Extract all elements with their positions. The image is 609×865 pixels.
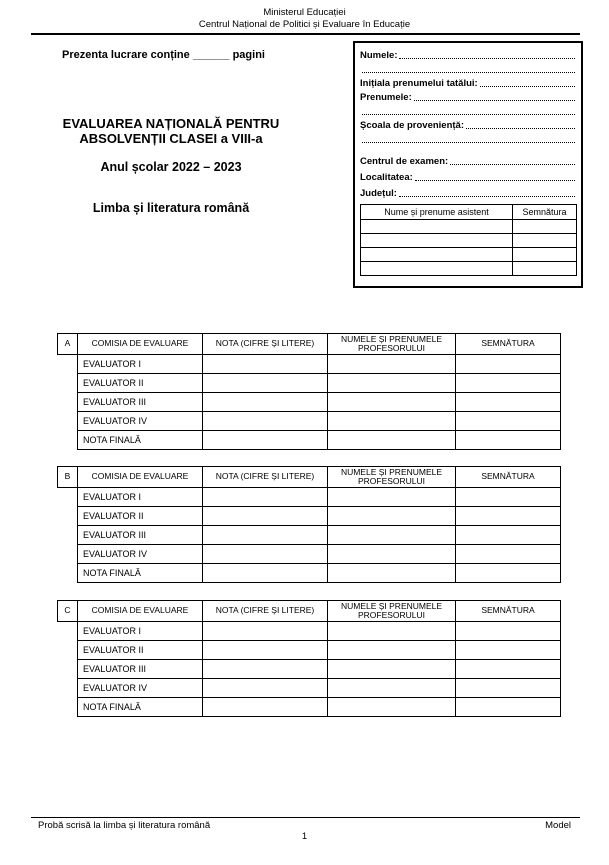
empty-cell: [455, 430, 561, 450]
national-center-name: Centrul Național de Politici și Evaluare în Educație: [198, 19, 411, 30]
column-header: COMISIA DE EVALUARE: [77, 600, 203, 622]
empty-cell: [202, 430, 328, 450]
empty-cell: [327, 392, 456, 412]
empty-cell: [202, 678, 328, 698]
ministry-name: Ministerul Educației: [263, 7, 346, 18]
empty-cell: [327, 506, 456, 526]
document-header: [0, 7, 609, 31]
dotted-leader: [362, 114, 575, 115]
page-number: 1: [301, 831, 308, 842]
empty-cell: [327, 354, 456, 374]
assistant-name-header: Nume și prenume asistent: [361, 205, 513, 220]
empty-cell: [455, 678, 561, 698]
empty-cell: [455, 640, 561, 660]
student-field: [360, 89, 576, 103]
assistant-row: [361, 220, 577, 234]
empty-cell: [327, 697, 456, 717]
field-label: Numele:: [360, 50, 398, 61]
row-label: EVALUATOR I: [77, 354, 203, 374]
dotted-continuation-line: [360, 61, 576, 75]
empty-cell: [327, 487, 456, 507]
column-header: SEMNĂTURA: [455, 600, 561, 622]
dotted-leader: [466, 128, 575, 129]
dotted-leader: [415, 180, 575, 181]
commission-letter: A: [57, 333, 78, 355]
empty-cell: [327, 411, 456, 431]
empty-cell: [327, 430, 456, 450]
empty-cell: [327, 563, 456, 583]
exam-title-line2: ABSOLVENȚII CLASEI a VIII-a: [79, 131, 263, 146]
empty-cell: [455, 659, 561, 679]
row-label: EVALUATOR IV: [77, 544, 203, 564]
subject-title: Limba și literatura română: [92, 201, 250, 215]
assistant-signature-header: Semnătura: [513, 205, 577, 220]
row-label: EVALUATOR II: [77, 640, 203, 660]
dotted-leader: [414, 100, 575, 101]
assistant-signature-cell: [513, 234, 577, 248]
row-label: EVALUATOR III: [77, 659, 203, 679]
column-header: NOTA (CIFRE ȘI LITERE): [202, 600, 328, 622]
empty-cell: [455, 621, 561, 641]
student-field: [360, 167, 576, 183]
empty-cell: [202, 354, 328, 374]
empty-cell: [455, 525, 561, 545]
row-label: NOTA FINALĂ: [77, 563, 203, 583]
empty-cell: [455, 373, 561, 393]
dotted-leader: [399, 196, 575, 197]
table-row: [77, 525, 561, 545]
field-label: Inițiala prenumelui tatălui:: [360, 78, 478, 89]
assistant-row: [361, 248, 577, 262]
empty-cell: [202, 392, 328, 412]
header-divider: [31, 33, 580, 35]
dotted-leader: [362, 72, 575, 73]
student-field: [360, 183, 576, 199]
exam-title-line1: EVALUAREA NAȚIONALĂ PENTRU: [62, 116, 280, 131]
empty-cell: [455, 392, 561, 412]
table-row: [77, 640, 561, 660]
student-field: [360, 117, 576, 131]
empty-cell: [327, 621, 456, 641]
student-field: [360, 47, 576, 61]
commission-letter: C: [57, 600, 78, 622]
assistant-row: [361, 262, 577, 276]
table-header-row: [57, 333, 561, 355]
dotted-leader: [450, 164, 575, 165]
row-label: EVALUATOR II: [77, 506, 203, 526]
column-header: NUMELE ȘI PRENUMELE PROFESORULUI: [327, 333, 456, 355]
column-header: NOTA (CIFRE ȘI LITERE): [202, 333, 328, 355]
empty-cell: [202, 373, 328, 393]
table-row: [77, 373, 561, 393]
empty-cell: [455, 354, 561, 374]
empty-cell: [455, 487, 561, 507]
field-label: Județul:: [360, 188, 397, 199]
field-label: Prenumele:: [360, 92, 412, 103]
field-label: Școala de proveniență:: [360, 120, 465, 131]
empty-cell: [202, 697, 328, 717]
dotted-continuation-line: [360, 131, 576, 145]
assistant-row: [361, 234, 577, 248]
table-row: [77, 411, 561, 431]
empty-cell: [202, 659, 328, 679]
pages-count-line: Prezenta lucrare conține ______ pagini: [62, 49, 265, 61]
row-label: EVALUATOR III: [77, 392, 203, 412]
school-year: Anul școlar 2022 – 2023: [100, 160, 242, 174]
empty-cell: [327, 544, 456, 564]
empty-cell: [455, 506, 561, 526]
row-label: EVALUATOR II: [77, 373, 203, 393]
footer-variant-label: Model: [545, 820, 571, 831]
table-row: [77, 392, 561, 412]
table-row: [77, 621, 561, 641]
footer-exam-type: Probă scrisă la limba și literatura română: [38, 820, 211, 831]
dotted-continuation-line: [360, 103, 576, 117]
table-header-row: [57, 600, 561, 622]
empty-cell: [202, 506, 328, 526]
exam-title: [35, 116, 307, 146]
evaluation-table-c: [57, 600, 561, 717]
empty-cell: [202, 640, 328, 660]
assistant-name-cell: [361, 220, 513, 234]
empty-cell: [327, 640, 456, 660]
candidate-info-box: [353, 41, 583, 288]
column-header: NUMELE ȘI PRENUMELE PROFESORULUI: [327, 600, 456, 622]
page-footer: [38, 820, 571, 831]
row-label: NOTA FINALĂ: [77, 430, 203, 450]
dotted-leader: [362, 142, 575, 143]
row-label: EVALUATOR I: [77, 621, 203, 641]
footer-divider: [31, 817, 580, 818]
empty-cell: [202, 621, 328, 641]
dotted-leader: [399, 58, 575, 59]
table-row: [77, 544, 561, 564]
assistant-signature-cell: [513, 248, 577, 262]
assistant-name-cell: [361, 262, 513, 276]
table-row: [77, 659, 561, 679]
empty-cell: [327, 659, 456, 679]
assistant-name-cell: [361, 234, 513, 248]
empty-cell: [327, 373, 456, 393]
evaluation-table-b: [57, 466, 561, 583]
column-header: COMISIA DE EVALUARE: [77, 466, 203, 488]
empty-cell: [455, 563, 561, 583]
column-header: SEMNĂTURA: [455, 333, 561, 355]
assistant-table-header-row: [361, 205, 577, 220]
column-header: SEMNĂTURA: [455, 466, 561, 488]
table-row: [77, 563, 561, 583]
empty-cell: [202, 411, 328, 431]
table-row: [77, 506, 561, 526]
student-field: [360, 75, 576, 89]
table-header-row: [57, 466, 561, 488]
empty-cell: [202, 563, 328, 583]
student-field: [360, 151, 576, 167]
column-header: NUMELE ȘI PRENUMELE PROFESORULUI: [327, 466, 456, 488]
empty-cell: [202, 487, 328, 507]
commission-letter: B: [57, 466, 78, 488]
row-label: EVALUATOR I: [77, 487, 203, 507]
row-label: EVALUATOR III: [77, 525, 203, 545]
evaluation-table-a: [57, 333, 561, 450]
dotted-leader: [480, 86, 575, 87]
empty-cell: [202, 525, 328, 545]
table-row: [77, 697, 561, 717]
column-header: COMISIA DE EVALUARE: [77, 333, 203, 355]
empty-cell: [455, 411, 561, 431]
empty-cell: [455, 544, 561, 564]
row-label: NOTA FINALĂ: [77, 697, 203, 717]
candidate-identity-fields: [360, 47, 576, 145]
empty-cell: [327, 525, 456, 545]
row-label: EVALUATOR IV: [77, 678, 203, 698]
table-row: [77, 678, 561, 698]
row-label: EVALUATOR IV: [77, 411, 203, 431]
field-label: Centrul de examen:: [360, 156, 449, 167]
exam-center-fields: [360, 151, 576, 199]
assistant-signature-cell: [513, 220, 577, 234]
assistant-name-cell: [361, 248, 513, 262]
empty-cell: [327, 678, 456, 698]
empty-cell: [455, 697, 561, 717]
field-label: Localitatea:: [360, 172, 413, 183]
column-header: NOTA (CIFRE ȘI LITERE): [202, 466, 328, 488]
table-row: [77, 487, 561, 507]
assistant-table: [360, 204, 577, 276]
table-row: [77, 430, 561, 450]
table-row: [77, 354, 561, 374]
assistant-signature-cell: [513, 262, 577, 276]
empty-cell: [202, 544, 328, 564]
